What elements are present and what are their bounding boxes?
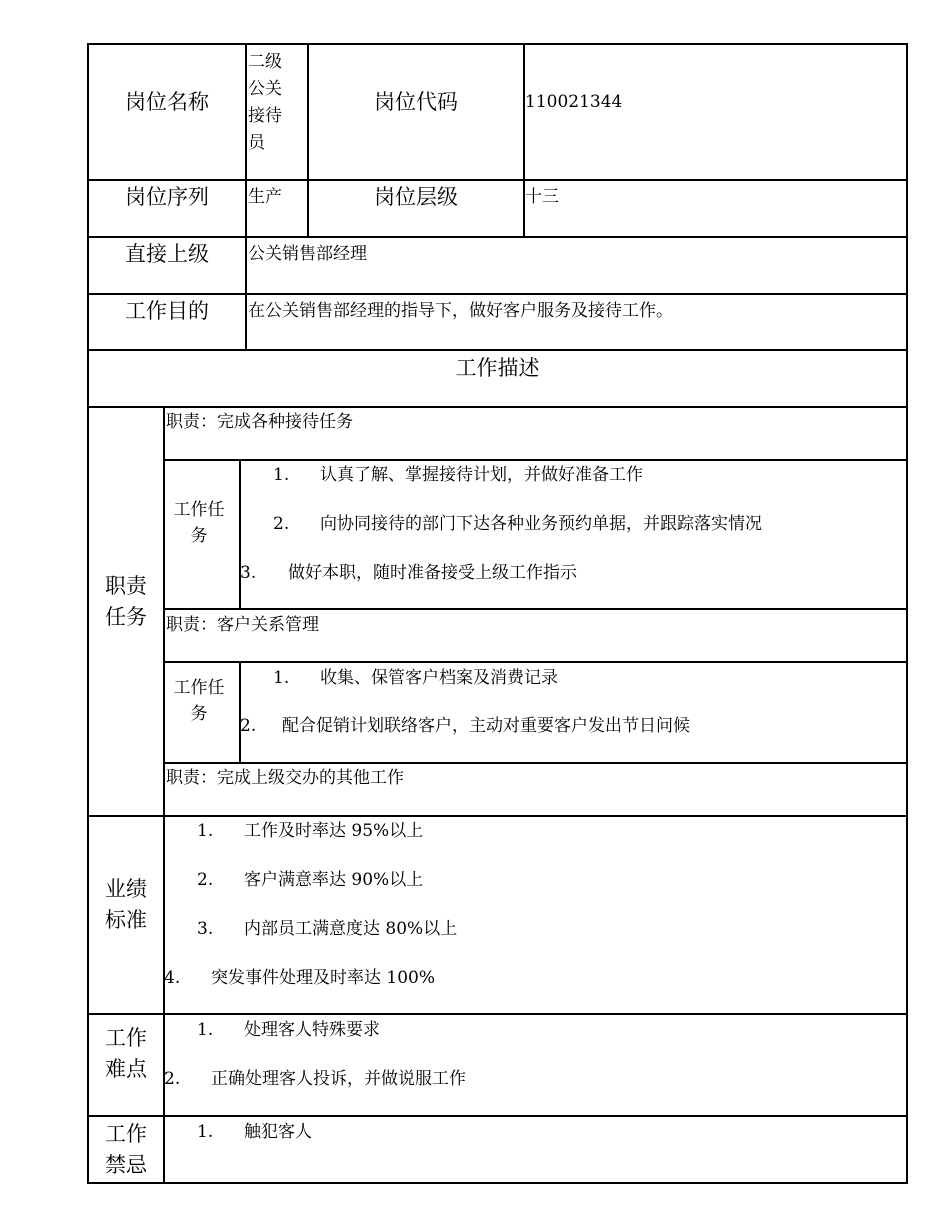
- task-number: 1.: [273, 668, 290, 688]
- difficulty-number: 1.: [197, 1020, 214, 1040]
- duty-title: 职责：客户关系管理: [166, 615, 319, 635]
- position-code-value: 110021344: [525, 92, 623, 112]
- difficulty-number: 2.: [164, 1069, 181, 1089]
- row-divider: [87, 236, 908, 238]
- performance-text: 内部员工满意度达 80%以上: [244, 919, 458, 939]
- column-divider: [245, 43, 247, 350]
- row-divider: [87, 406, 908, 408]
- task-number: 2.: [273, 514, 290, 534]
- difficulty-text: 正确处理客人投诉，并做说服工作: [211, 1069, 466, 1089]
- position-level-value: 十三: [525, 187, 559, 207]
- row-divider: [163, 459, 908, 461]
- row-divider: [87, 349, 908, 351]
- row-divider: [87, 1115, 908, 1117]
- row-divider: [163, 661, 908, 663]
- performance-number: 1.: [197, 821, 214, 841]
- row-divider: [163, 608, 908, 610]
- position-name-value: 二级公关接待员: [248, 52, 282, 153]
- task-number: 3.: [240, 563, 257, 583]
- purpose-label: 工作目的: [125, 299, 209, 323]
- task-text: 认真了解、掌握接待计划，并做好准备工作: [320, 465, 643, 485]
- column-divider: [239, 459, 241, 609]
- task-text: 向协同接待的部门下达各种业务预约单据，并跟踪落实情况: [320, 514, 762, 534]
- duties-label: 职责任务: [105, 574, 147, 629]
- purpose-value: 在公关销售部经理的指导下，做好客户服务及接待工作。: [248, 301, 673, 321]
- task-label: 工作任务: [173, 678, 225, 724]
- position-name-label: 岗位名称: [125, 90, 209, 114]
- position-series-label: 岗位序列: [125, 185, 209, 209]
- task-text: 收集、保管客户档案及消费记录: [320, 668, 558, 688]
- performance-label: 业绩标准: [105, 877, 147, 932]
- performance-number: 2.: [197, 870, 214, 890]
- supervisor-label: 直接上级: [125, 242, 209, 266]
- row-divider: [163, 762, 908, 764]
- taboos-label: 工作禁忌: [105, 1122, 147, 1177]
- supervisor-value: 公关销售部经理: [248, 244, 367, 264]
- task-text: 做好本职，随时准备接受上级工作指示: [288, 563, 577, 583]
- position-series-value: 生产: [248, 187, 282, 207]
- performance-text: 工作及时率达 95%以上: [244, 821, 424, 841]
- performance-number: 4.: [164, 968, 181, 988]
- taboo-text: 触犯客人: [244, 1122, 312, 1142]
- position-code-label: 岗位代码: [374, 90, 458, 114]
- difficulties-label: 工作难点: [105, 1026, 147, 1081]
- row-divider: [87, 815, 908, 817]
- task-text: 配合促销计划联络客户，主动对重要客户发出节日问候: [282, 716, 690, 736]
- duty-title: 职责：完成各种接待任务: [166, 412, 353, 432]
- row-divider: [87, 1013, 908, 1015]
- description-title: 工作描述: [455, 356, 540, 380]
- position-level-label: 岗位层级: [374, 185, 458, 209]
- duty-title: 职责：完成上级交办的其他工作: [166, 768, 404, 788]
- performance-text: 客户满意率达 90%以上: [244, 870, 424, 890]
- row-divider: [87, 293, 908, 295]
- performance-text: 突发事件处理及时率达 100%: [211, 968, 436, 988]
- row-divider: [87, 179, 908, 181]
- task-number: 2.: [240, 716, 257, 736]
- task-label: 工作任务: [173, 500, 225, 546]
- taboo-number: 1.: [197, 1122, 214, 1142]
- task-number: 1.: [273, 465, 290, 485]
- column-divider: [239, 661, 241, 763]
- difficulty-text: 处理客人特殊要求: [244, 1020, 380, 1040]
- performance-number: 3.: [197, 919, 214, 939]
